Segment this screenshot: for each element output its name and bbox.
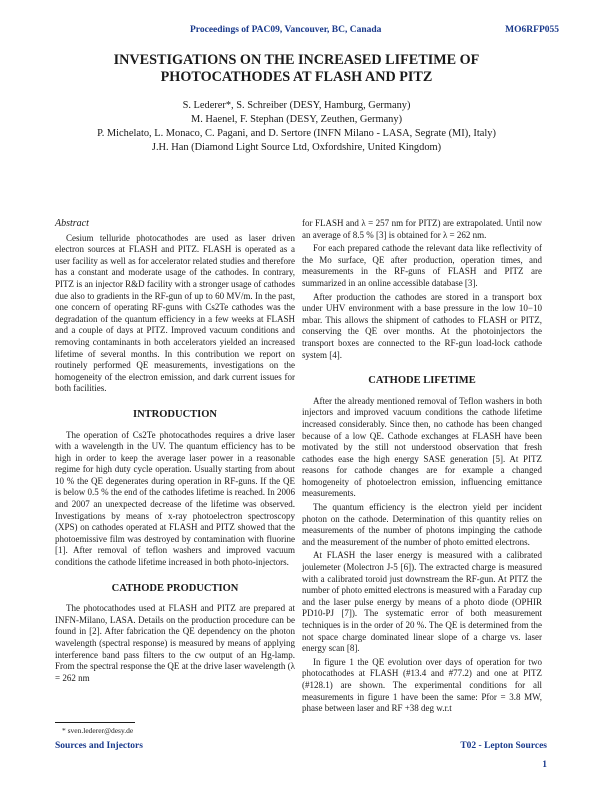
right-column	[302, 218, 542, 715]
lifetime-paragraph-3: At FLASH the laser energy is measured with a calibrated joulemeter (Molectron J-5 [6]). The extracted charge is measured with a calibrated toroid just downstream the RF-gun. At PITZ the number of photo emitted electrons is measured with a Faraday cup and the laser pulse energy by means of a photo diode (OPHIR PD10-PJ [7]). The systematic error of both measurement techniques is in the order of 20 %. The QE is determined from the not space charge dominated linear slope of a charge vs. laser energy scan [8].	[302, 550, 542, 654]
abstract-text: Cesium telluride photocathodes are used as laser driven electron sources at FLASH and PITZ. FLASH is operated as a user facility as well as for accelerator related studies and therefore has a constant and moderate usage of the cathodes. In contrary, PITZ is an injector R&D facility with a stronger usage of cathodes due also to gradients in the RF-gun of up to 60 MV/m. In the past, one concern of operating RF-guns with Cs2Te cathodes was the degradation of the quantum efficiency in a few weeks at FLASH and a couple of days at PITZ. Improved vacuum conditions and removing contaminants in both accelerators yielded an increased lifetime of several months. In this contribution we report on routinely performed QE measurements, investigations on the homogeneity of the electron emission, and dark current issues for both facilities.	[55, 232, 295, 394]
footer-topic-label: T02 - Lepton Sources	[460, 741, 547, 751]
author-line-1: S. Lederer*, S. Schreiber (DESY, Hamburg, Germany)	[182, 100, 411, 111]
author-line-2: M. Haenel, F. Stephan (DESY, Zeuthen, Germany)	[190, 114, 403, 125]
author-line-4: J.H. Han (Diamond Light Source Ltd, Oxfordshire, United Kingdom)	[151, 142, 442, 153]
page-number: 1	[542, 760, 547, 770]
cathode-production-text: The photocathodes used at FLASH and PITZ are prepared at INFN-Milano, LASA. Details on the production procedure can be found in [2]. After fabrication the QE dependency on the photon wavelength (spectral response) is measured by means of applying interference band pass filters to the cw output of an Hg-lamp. From the spectral response the QE at the drive laser wavelength (λ = 262 nm	[55, 603, 295, 683]
left-column	[55, 218, 295, 684]
footnote: * sven.lederer@desy.de	[62, 726, 134, 735]
proceedings-label: Proceedings of PAC09, Vancouver, BC, Canada	[190, 25, 382, 35]
paper-title	[40, 52, 553, 86]
introduction-heading: INTRODUCTION	[132, 408, 217, 420]
production-continued-text: for FLASH and λ = 257 nm for PITZ) are extrapolated. Until now an average of 8.5 % [3] is obtained for λ = 262 nm.	[302, 218, 542, 240]
lifetime-paragraph-4: In figure 1 the QE evolution over days of operation for two photocathodes at FLASH (#13.4 and #77.2) and one at PITZ (#128.1) are shown. The experimental conditions for all measurements in figure 1 have been the same: Pfor = 3.8 MW, phase between laser and RF +38 deg w.r.t	[302, 656, 542, 714]
title-line-2: PHOTOCATHODES AT FLASH AND PITZ	[160, 69, 433, 85]
title-line-1: INVESTIGATIONS ON THE INCREASED LIFETIME OF	[113, 52, 480, 68]
lifetime-paragraph-2: The quantum efficiency is the electron yield per incident photon on the cathode. Determination of this quantity relies on measurements of the number of photons impinging the cathode and the measurement of the number of photo emitted electrons.	[302, 502, 542, 547]
running-header	[0, 25, 593, 41]
abstract-heading: Abstract	[55, 218, 89, 229]
footer-section-label: Sources and Injectors	[55, 741, 143, 751]
author-list	[40, 99, 553, 155]
transport-paragraph: After production the cathodes are stored in a transport box under UHV environment with a base pressure in the low 10−10 mbar. This allows the shipment of cathodes to FLASH or PITZ, conserving the QE over months. At the photoinjectors the transport boxes are connected to the RF-gun load-lock cathode system [4].	[302, 291, 542, 360]
cathode-production-heading: CATHODE PRODUCTION	[111, 582, 239, 594]
cathode-lifetime-heading: CATHODE LIFETIME	[368, 375, 476, 387]
footnote-rule	[55, 722, 135, 723]
introduction-text: The operation of Cs2Te photocathodes requires a drive laser with a wavelength in the UV. The quantum efficiency has to be high in order to keep the average laser power in a reasonable regime for high duty cycle operation. Usually starting from about 10 % the QE degenerates during operation in RF-guns. If the QE is below 0.5 % the end of the cathodes lifetime is reached. In 2006 and 2007 an unexpected decrease of the lifetime was observed. Investigations by means of x-ray photoelectron spectroscopy (XPS) on cathodes operated at FLASH and PITZ showed that the photoemissive film was destroyed by contamination with fluorine [1]. After removal of teflon washers and improved vacuum conditions the cathode lifetime increased in both photo-injectors.	[55, 429, 295, 568]
author-line-3: P. Michelato, L. Monaco, C. Pagani, and D. Sertore (INFN Milano - LASA, Segrate (MI), Italy)	[97, 128, 496, 139]
database-paragraph: For each prepared cathode the relevant data like reflectivity of the Mo surface, QE after production, operation times, and measurements in the RF-guns of FLASH and PITZ are summarized in an online accessible database [3].	[302, 243, 542, 288]
paper-code: MO6RFP055	[505, 25, 559, 35]
lifetime-paragraph-1: After the already mentioned removal of Teflon washers in both injectors and improved vacuum conditions the cathode lifetime increased considerably. Since then, no cathode has been changed because of a low QE. Cathode exchanges at FLASH have been motivated by the still not understood observation that fresh cathodes ease the high energy SASE generation [5]. At PITZ reasons for cathode changes are for example a changed homogeneity of photoelectron emission, influencing emittance measurements.	[302, 395, 542, 499]
